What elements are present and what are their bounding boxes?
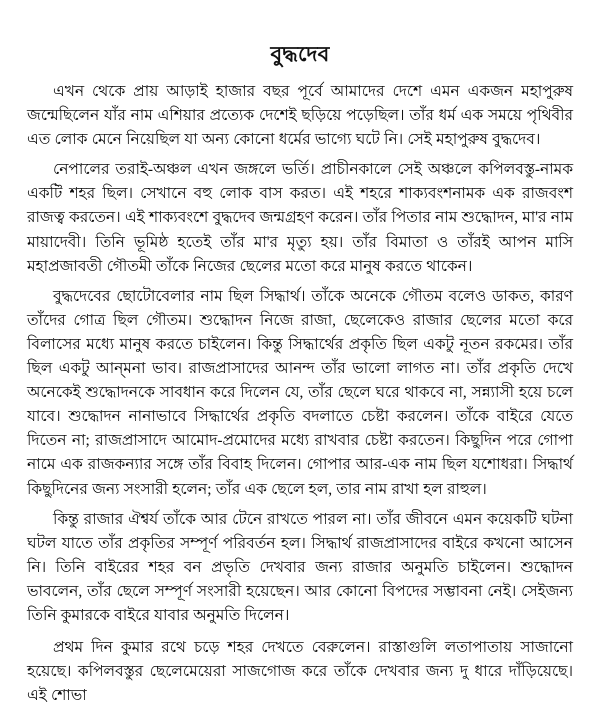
paragraph-5: প্রথম দিন কুমার রথে চড়ে শহর দেখতে বেরুলেন। রাস্তাগুলি লতাপাতায় সাজানো হয়েছে। কপিলবস্তুর ছেলেমেয়েরা সাজগোজ করে তাঁকে দেখবার জন্য দু ধারে দাঁড়িয়েছে। এই শোভা <box>27 639 573 705</box>
paragraph-3: বুদ্ধদেবের ছোটোবেলার নাম ছিল সিদ্ধার্থ। তাঁকে অনেকে গৌতম বলেও ডাকত, কারণ তাঁদের গোত্র ছিল গৌতম। শুদ্ধোদন নিজে রাজা, ছেলেকেও রাজার ছেলের মতো করে বিলাসের মধ্যে মানুষ করতে চাইলেন। কিন্তু সিদ্ধার্থের প্রকৃতি ছিল একটু নূতন রকমের। তাঁর ছিল একটু আন্‌মনা ভাব। রাজপ্রাসাদের আনন্দ তাঁর ভালো লাগত না। তাঁর প্রকৃতি দেখে অনেকেই শুদ্ধোদনকে সাবধান করে দিলেন যে, তাঁর ছেলে ঘরে থাকবে না, সন্ন্যাসী হয়ে চলে যাবে। শুদ্ধোদন নানাভাবে সিদ্ধার্থের প্রকৃতি বদলাতে চেষ্টা করলেন। তাঁকে বাইরে যেতে দিতেন না; রাজপ্রাসাদে আমোদ-প্রমোদের মধ্যে রাখবার চেষ্টা করতেন। কিছুদিন পরে গোপা নামে এক রাজকন্যার সঙ্গে তাঁর বিবাহ দিলেন। গোপার আর-এক নাম ছিল যশোধরা। সিদ্ধার্থ কিছুদিনের জন্য সংসারী হলেন; তাঁর এক ছেলে হল, তার নাম রাখা হল রাহুল। <box>27 287 573 498</box>
document-body <box>27 80 573 708</box>
paragraph-1: এখন থেকে প্রায় আড়াই হাজার বছর পূর্বে আমাদের দেশে এমন একজন মহাপুরুষ জন্মেছিলেন যাঁর নাম এশিয়ার প্রত্যেক দেশেই ছড়িয়ে পড়েছিল। তাঁর ধর্ম এক সময়ে পৃথিবীর এত লোক মেনে নিয়েছিল যা অন্য কোনো ধর্মের ভাগ্যে ঘটে নি। সেই মহাপুরুষ বুদ্ধদেব। <box>27 83 573 149</box>
paragraph-4: কিন্তু রাজার ঐশ্বর্য তাঁকে আর টেনে রাখতে পারল না। তাঁর জীবনে এমন কয়েকটি ঘটনা ঘটল যাতে তাঁর প্রকৃতির সম্পূর্ণ পরিবর্তন হল। সিদ্ধার্থ রাজপ্রাসাদের বাইরে কখনো আসেন নি। তিনি বাইরের শহর বন প্রভৃতি দেখবার জন্য রাজার অনুমতি চাইলেন। শুদ্ধোদন ভাবলেন, তাঁর ছেলে সম্পূর্ণ সংসারী হয়েছেন। আর কোনো বিপদের সম্ভাবনা নেই। সেইজন্য তিনি কুমারকে বাইরে যাবার অনুমতি দিলেন। <box>27 510 573 624</box>
paragraph-2: নেপালের তরাই-অঞ্চল এখন জঙ্গলে ভর্তি। প্রাচীনকালে সেই অঞ্চলে কপিলবস্তু-নামক একটি শহর ছিল। সেখানে বহু লোক বাস করত। এই শহরে শাক্যবংশনামক এক রাজবংশ রাজত্ব করতেন। এই শাক্যবংশে বুদ্ধদেব জন্মগ্রহণ করেন। তাঁর পিতার নাম শুদ্ধোদন, মা'র নাম মায়াদেবী। তিনি ভূমিষ্ঠ হতেই তাঁর মা'র মৃত্যু হয়। তাঁর বিমাতা ও তাঁরই আপন মাসি মহাপ্রজাবতী গৌতমী তাঁকে নিজের ছেলের মতো করে মানুষ করতে থাকেন। <box>27 161 573 275</box>
page-title: বুদ্ধদেব <box>270 42 330 67</box>
